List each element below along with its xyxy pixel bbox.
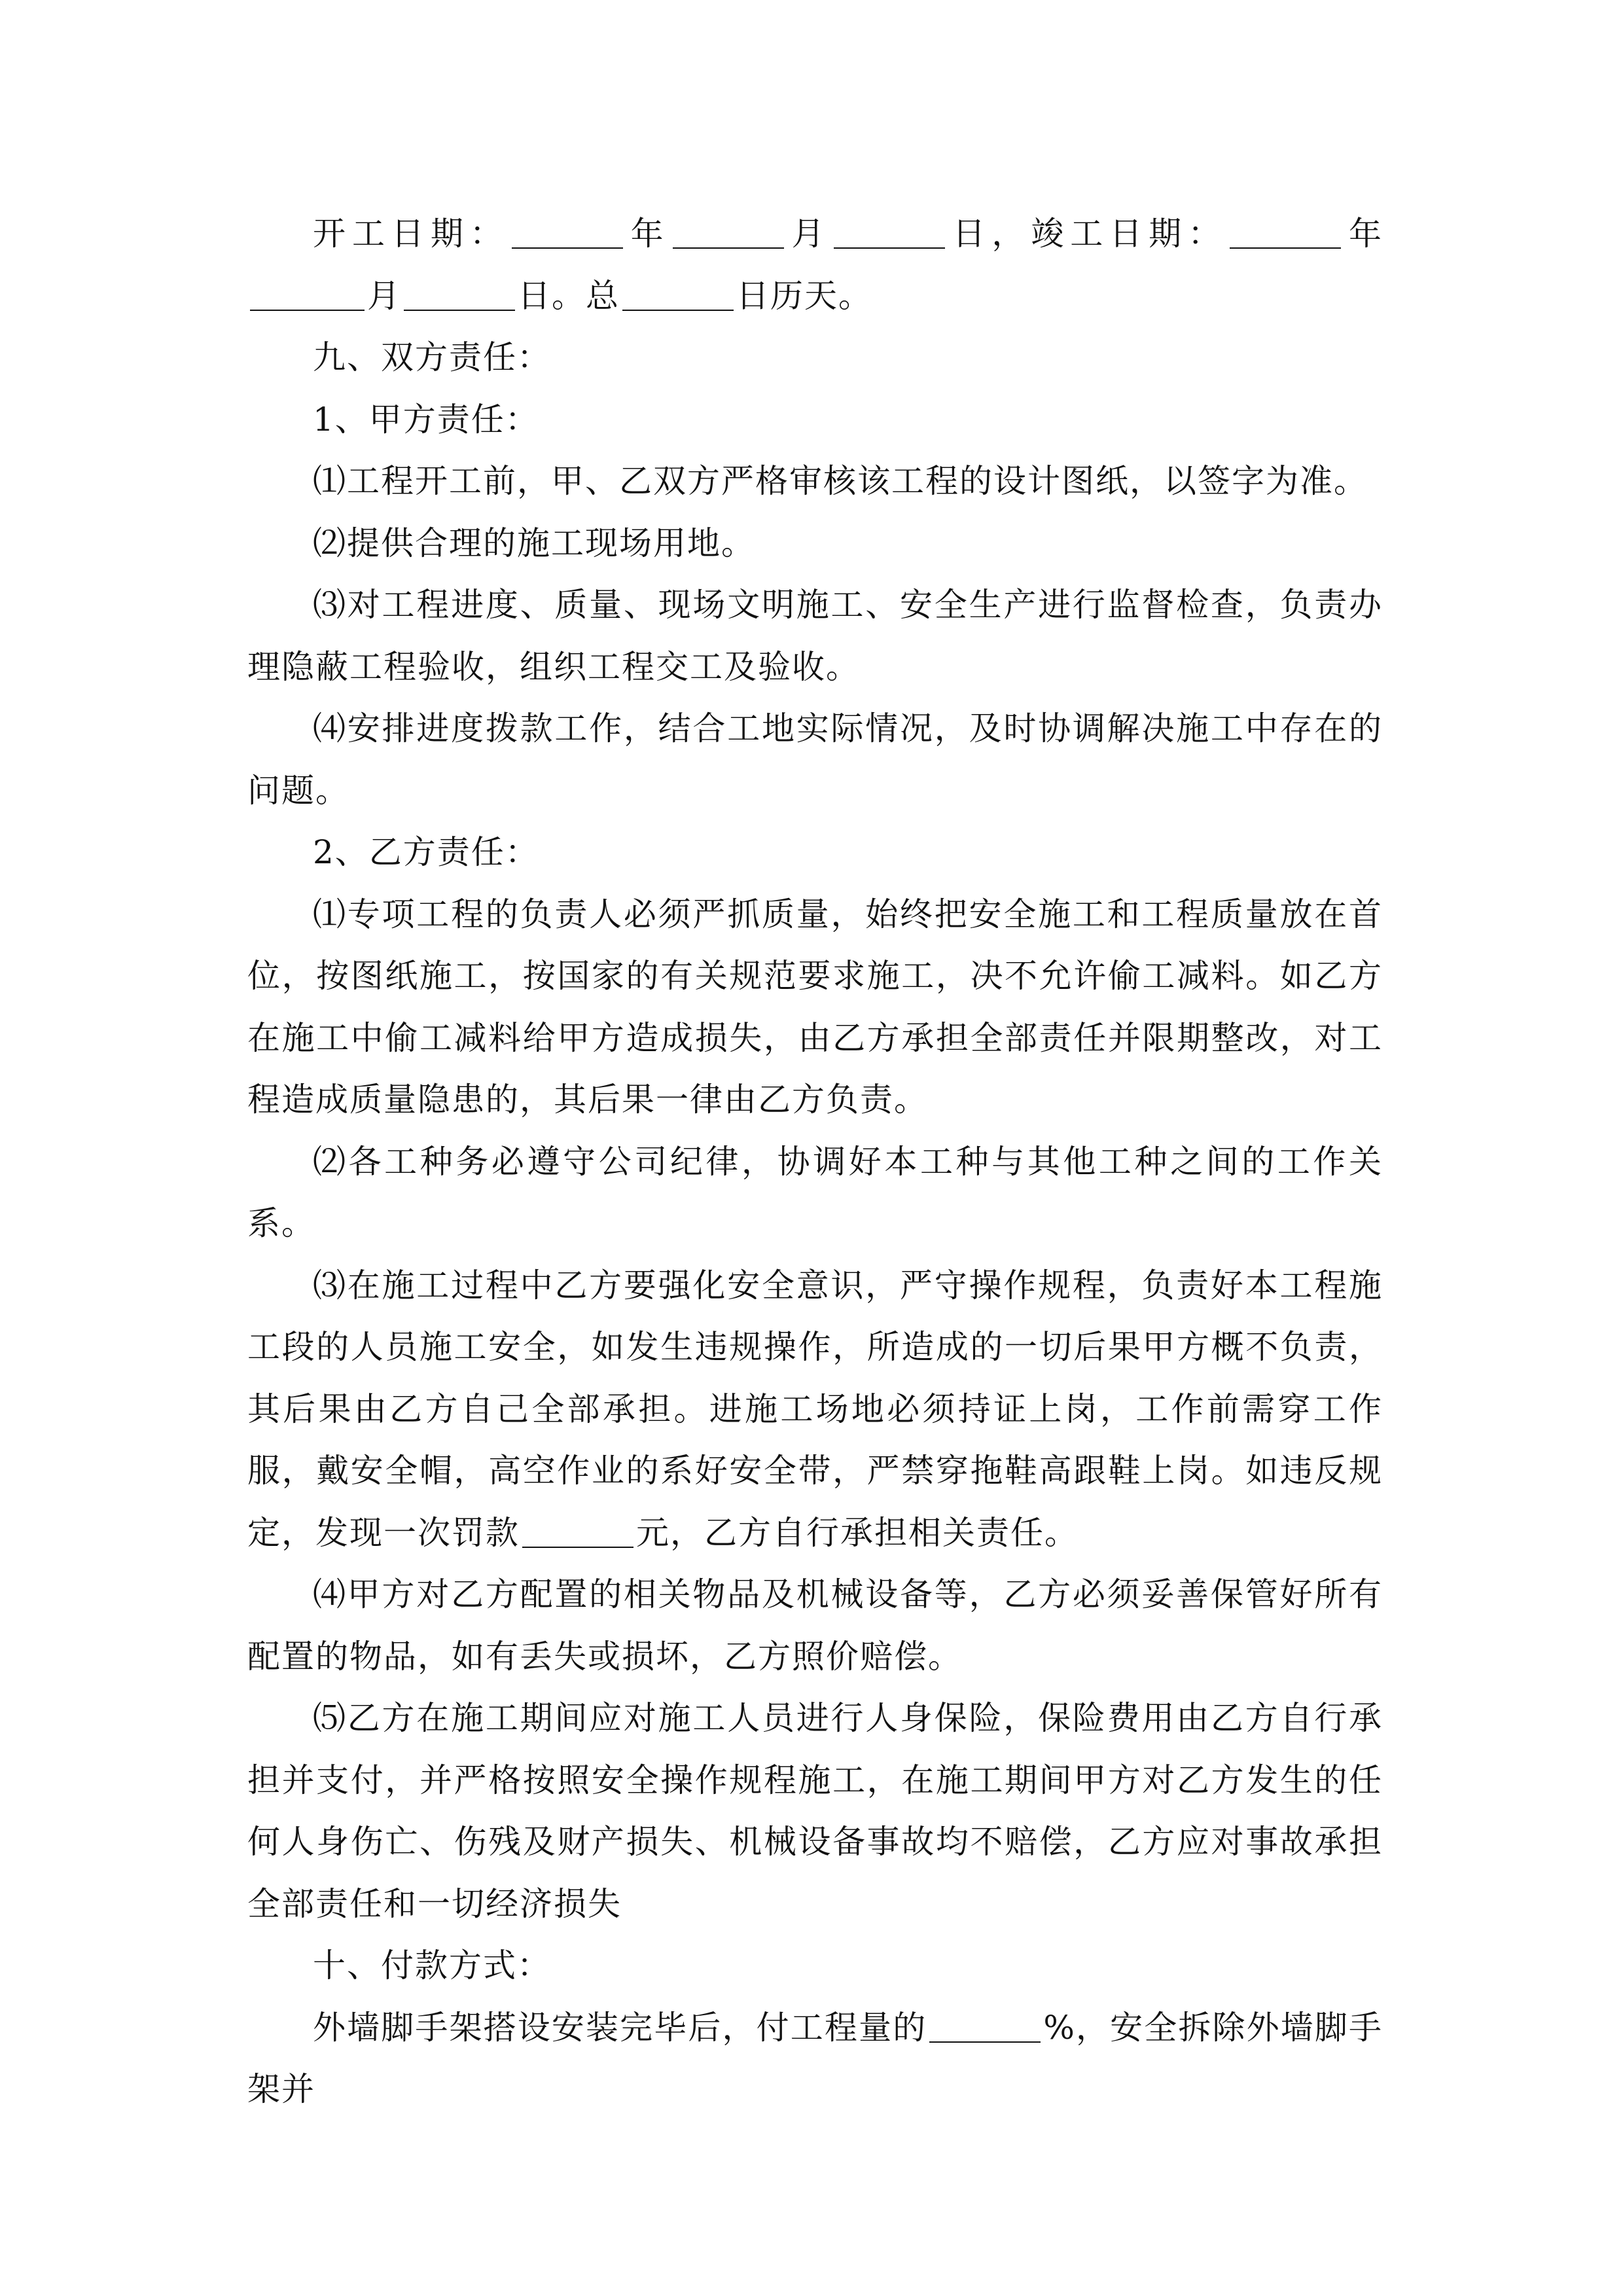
clause-paragraph: ⑷甲方对乙方配置的相关物品及机械设备等，乙方必须妥善保管好所有配置的物品，如有丢失或损坏，乙方照价赔偿。	[247, 1575, 1383, 1676]
start-month-blank	[673, 215, 784, 249]
clause-paragraph: ⑵各工种务必遵守公司纪律，协调好本工种与其他工种之间的工作关系。	[247, 1142, 1383, 1242]
payment-percent-blank	[929, 2009, 1041, 2043]
payment-paragraph	[247, 1997, 1383, 2121]
end-day-blank	[404, 277, 515, 311]
subsection-heading: 2、乙方责任：	[313, 833, 539, 871]
clause-paragraph: ⑴工程开工前，甲、乙双方严格审核该工程的设计图纸，以签字为准。	[313, 462, 1368, 500]
payment-text: %，安全拆除外墙脚手架并	[247, 2008, 1383, 2108]
end-year-blank	[1230, 215, 1341, 249]
end-month-blank	[250, 277, 365, 311]
year-label: 年	[625, 215, 670, 253]
payment-text: 外墙脚手架搭设安装完毕后，付工程量的	[313, 2008, 927, 2047]
month-label: 月	[367, 276, 401, 315]
end-date-label: 日，竣工日期：	[947, 215, 1228, 253]
clause-text: 元，乙方自行承担相关责任。	[636, 1513, 1079, 1552]
clause-paragraph: ⑵提供合理的施工现场用地。	[313, 524, 755, 562]
fine-amount-blank	[522, 1514, 633, 1548]
clause-paragraph	[247, 1255, 1383, 1564]
section-heading: 十、付款方式：	[313, 1946, 551, 1984]
total-days-blank	[622, 277, 734, 311]
start-date-label: 开工日期：	[313, 215, 509, 253]
subsection-heading: 1、甲方责任：	[313, 400, 539, 439]
calendar-days-label: 日历天。	[736, 276, 872, 315]
section-heading: 九、双方责任：	[313, 338, 551, 376]
document-body	[247, 203, 1383, 2121]
start-day-blank	[834, 215, 945, 249]
clause-paragraph: ⑴专项工程的负责人必须严抓质量，始终把安全施工和工程质量放在首位，按图纸施工，按国家的有关规范要求施工，决不允许偷工减料。如乙方在施工中偷工减料给甲方造成损失，由乙方承担全部责任并限期整改，对工程造成质量隐患的，其后果一律由乙方负责。	[247, 895, 1383, 1119]
month-label: 月	[786, 215, 831, 253]
clause-paragraph: ⑸乙方在施工期间应对施工人员进行人身保险，保险费用由乙方自行承担并支付，并严格按照安全操作规程施工，在施工期间甲方对乙方发生的任何人身伤亡、伤残及财产损失、机械设备事故均不赔偿，乙方应对事故承担全部责任和一切经济损失	[247, 1699, 1383, 1923]
schedule-paragraph	[247, 203, 1383, 327]
year-label: 年	[1344, 215, 1383, 253]
clause-paragraph: ⑶对工程进度、质量、现场文明施工、安全生产进行监督检查，负责办理隐蔽工程验收，组织工程交工及验收。	[247, 586, 1383, 686]
clause-text: ⑶在施工过程中乙方要强化安全意识，严守操作规程，负责好本工程施工段的人员施工安全，如发生违规操作，所造成的一切后果甲方概不负责，其后果由乙方自己全部承担。进施工场地必须持证上岗，工作前需穿工作服，戴安全帽，高空作业的系好安全带，严禁穿拖鞋高跟鞋上岗。如违反规定，发现一次罚款	[247, 1266, 1383, 1552]
start-year-blank	[512, 215, 623, 249]
clause-paragraph: ⑷安排进度拨款工作，结合工地实际情况，及时协调解决施工中存在的问题。	[247, 709, 1383, 810]
total-label: 日。总	[518, 276, 620, 315]
